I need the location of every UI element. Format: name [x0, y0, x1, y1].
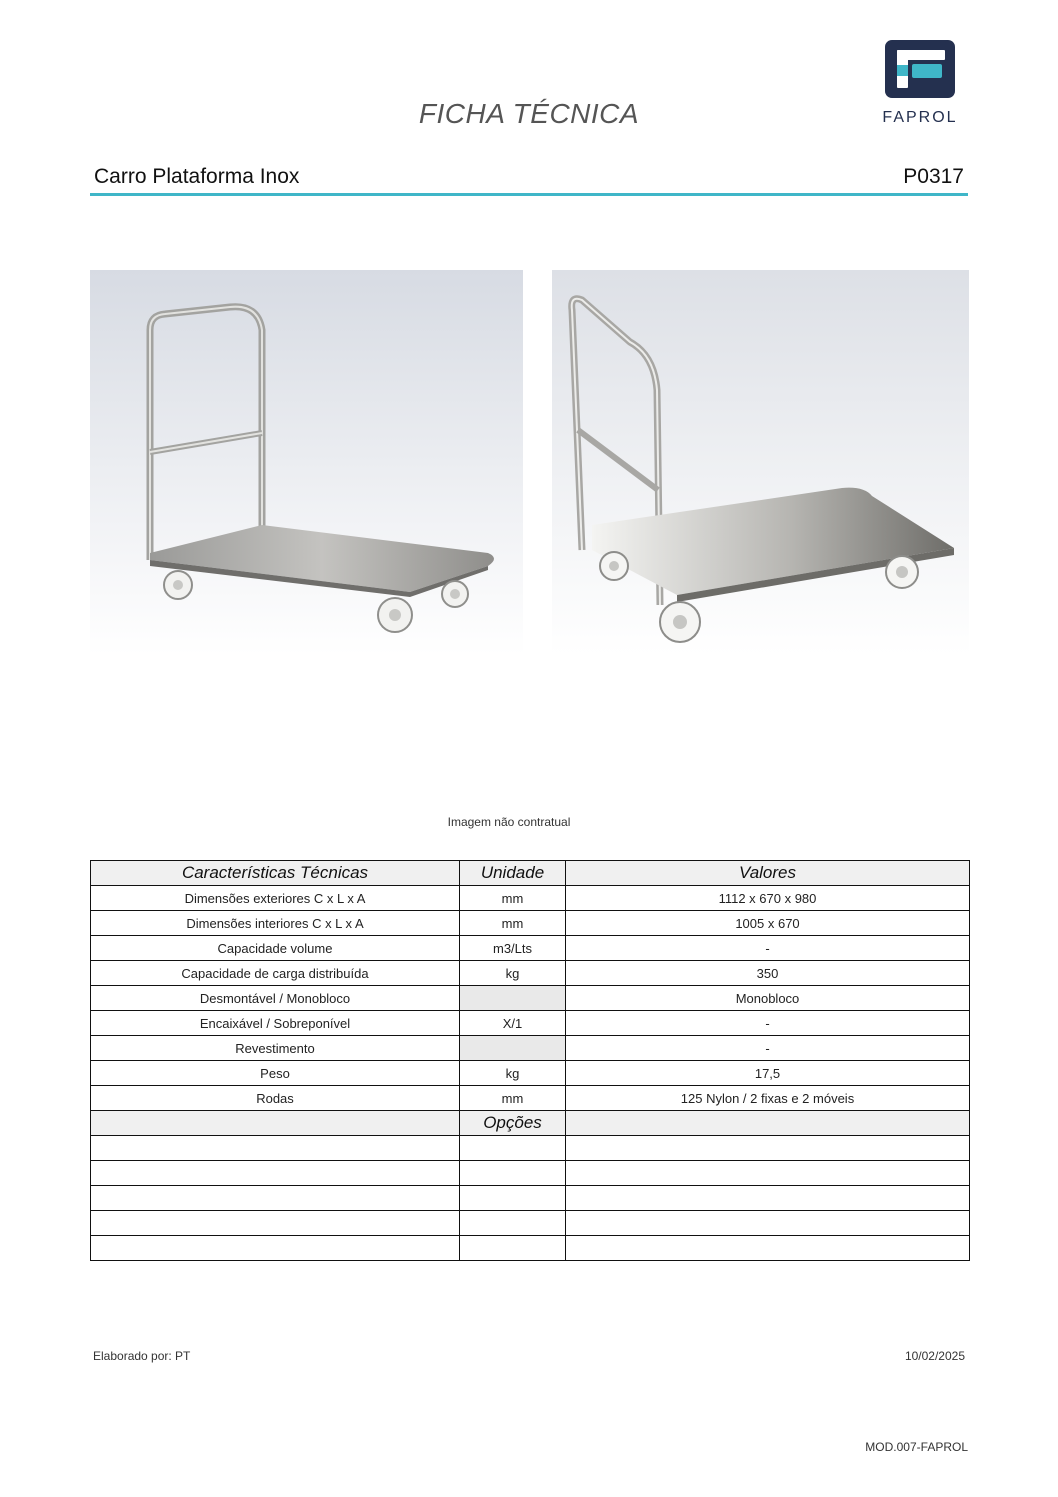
row-value: 125 Nylon / 2 fixas e 2 móveis	[566, 1086, 970, 1111]
table-row	[91, 1011, 970, 1036]
row-label: Dimensões interiores C x L x A	[91, 911, 460, 936]
row-unit: mm	[460, 911, 566, 936]
option-row	[91, 1186, 970, 1211]
options-header-blank	[91, 1111, 460, 1136]
row-label: Revestimento	[91, 1036, 460, 1061]
option-row	[91, 1211, 970, 1236]
product-name: Carro Plataforma Inox	[94, 165, 300, 188]
row-unit: kg	[460, 1061, 566, 1086]
row-label: Capacidade de carga distribuída	[91, 961, 460, 986]
row-unit: kg	[460, 961, 566, 986]
table-row	[91, 986, 970, 1011]
model-reference: MOD.007-FAPROL	[865, 1440, 968, 1454]
options-header-row	[91, 1111, 970, 1136]
row-unit: m3/Lts	[460, 936, 566, 961]
col-header-values: Valores	[566, 861, 970, 886]
logo-wordmark: FAPROL	[882, 109, 958, 126]
prepared-by: Elaborado por: PT	[93, 1349, 191, 1363]
row-label: Encaixável / Sobreponível	[91, 1011, 460, 1036]
row-value: 17,5	[566, 1061, 970, 1086]
option-row	[91, 1136, 970, 1161]
row-label: Peso	[91, 1061, 460, 1086]
table-row	[91, 886, 970, 911]
table-row	[91, 936, 970, 961]
row-unit: mm	[460, 886, 566, 911]
document-title: FICHA TÉCNICA	[418, 98, 640, 129]
table-row	[91, 1036, 970, 1061]
row-unit	[460, 986, 566, 1011]
cart-render-left	[90, 270, 523, 655]
col-header-unit: Unidade	[460, 861, 566, 886]
row-unit: X/1	[460, 1011, 566, 1036]
table-row	[91, 1086, 970, 1111]
spec-table	[90, 860, 970, 1261]
spec-header-row	[91, 861, 970, 886]
product-image-right	[552, 270, 969, 655]
option-row	[91, 1161, 970, 1186]
faprol-logo-mark	[872, 38, 968, 126]
row-unit	[460, 1036, 566, 1061]
row-value: 350	[566, 961, 970, 986]
row-value: -	[566, 936, 970, 961]
header-rule	[90, 193, 968, 196]
row-value: -	[566, 1011, 970, 1036]
table-row	[91, 961, 970, 986]
table-row	[91, 911, 970, 936]
product-code: P0317	[903, 165, 964, 188]
row-unit: mm	[460, 1086, 566, 1111]
row-value: 1005 x 670	[566, 911, 970, 936]
row-value: -	[566, 1036, 970, 1061]
image-disclaimer: Imagem não contratual	[447, 815, 571, 829]
options-header-blank	[566, 1111, 970, 1136]
option-row	[91, 1236, 970, 1261]
row-label: Rodas	[91, 1086, 460, 1111]
faprol-logo	[872, 38, 968, 126]
row-label: Dimensões exteriores C x L x A	[91, 886, 460, 911]
options-header: Opções	[460, 1111, 566, 1136]
row-label: Desmontável / Monobloco	[91, 986, 460, 1011]
cart-render-right	[552, 270, 969, 655]
row-label: Capacidade volume	[91, 936, 460, 961]
product-image-left	[90, 270, 523, 655]
row-value: Monobloco	[566, 986, 970, 1011]
table-row	[91, 1061, 970, 1086]
document-date: 10/02/2025	[904, 1349, 965, 1363]
col-header-characteristics: Características Técnicas	[91, 861, 460, 886]
row-value: 1112 x 670 x 980	[566, 886, 970, 911]
